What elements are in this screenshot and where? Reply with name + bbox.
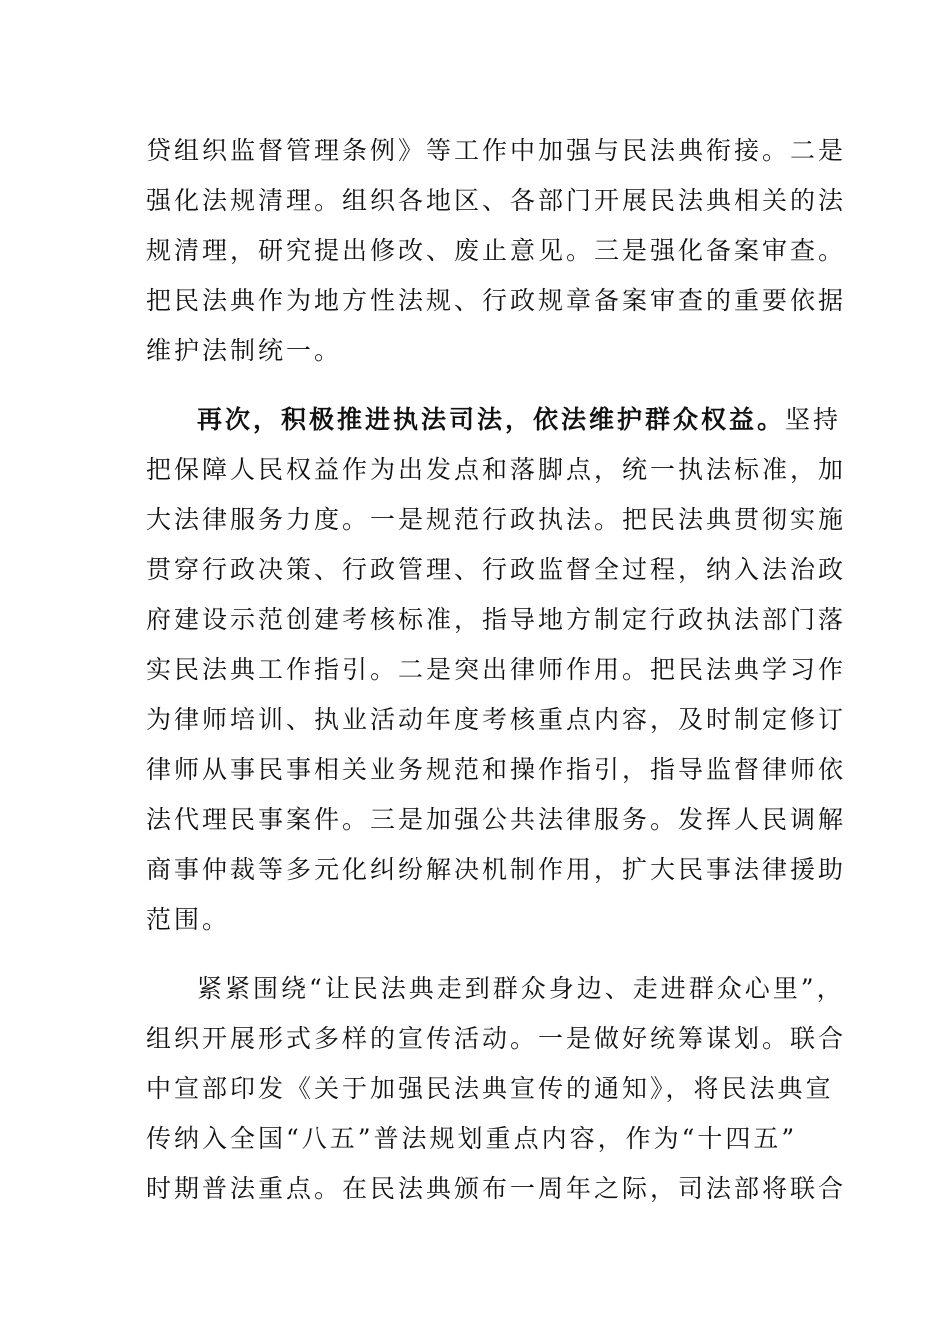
text-line: 大法律服务力度。一是规范行政执法。把民法典贯彻实施: [146, 505, 847, 534]
text-line: 规清理，研究提出修改、废止意见。三是强化备案审查。: [146, 236, 847, 265]
text-line: 维护法制统一。: [146, 336, 343, 365]
text-line: 范围。: [146, 905, 231, 934]
text-line: 把保障人民权益作为出发点和落脚点，统一执法标准，加: [146, 455, 847, 484]
text-line: 法代理民事案件。三是加强公共法律服务。发挥人民调解: [146, 805, 847, 834]
text-line: 强化法规清理。组织各地区、各部门开展民法典相关的法: [146, 186, 847, 215]
document-body: [146, 126, 846, 1214]
text-line: 把民法典作为地方性法规、行政规章备案审查的重要依据: [146, 286, 847, 315]
text-line: 商事仲裁等多元化纠纷解决机制作用，扩大民事法律援助: [146, 855, 847, 884]
text-line: 传纳入全国“八五”普法规划重点内容，作为“十四五”: [146, 1124, 798, 1153]
text-line: 为律师培训、执业活动年度考核重点内容，及时制定修订: [146, 705, 847, 734]
text-line: 紧紧围绕“让民法典走到群众身边、走进群众心里”，: [197, 974, 845, 1003]
text-line: 中宣部印发《关于加强民法典宣传的通知》，将民法典宣: [146, 1074, 834, 1103]
text-line: 实民法典工作指引。二是突出律师作用。把民法典学习作: [146, 655, 847, 684]
paragraph-gap: [146, 945, 846, 964]
text-line: 贯穿行政决策、行政管理、行政监督全过程，纳入法治政: [146, 555, 847, 584]
text-line: 组织开展形式多样的宣传活动。一是做好统筹谋划。联合: [146, 1024, 847, 1053]
paragraph-1: [146, 126, 846, 376]
paragraph-heading: 再次，积极推进执法司法，依法维护群众权益。: [197, 405, 786, 434]
text-line: 府建设示范创建考核标准，指导地方制定行政执法部门落: [146, 605, 847, 634]
text-line: 贷组织监督管理条例》等工作中加强与民法典衔接。二是: [146, 136, 847, 165]
paragraph-2: [146, 395, 846, 945]
text-line: 时期普法重点。在民法典颁布一周年之际，司法部将联合: [146, 1174, 847, 1203]
text-line: [146, 395, 846, 445]
heading-continuation: 坚持: [785, 405, 842, 434]
paragraph-3: [146, 964, 846, 1214]
paragraph-gap: [146, 376, 846, 395]
text-line: 律师从事民事相关业务规范和操作指引，指导监督律师依: [146, 755, 847, 784]
